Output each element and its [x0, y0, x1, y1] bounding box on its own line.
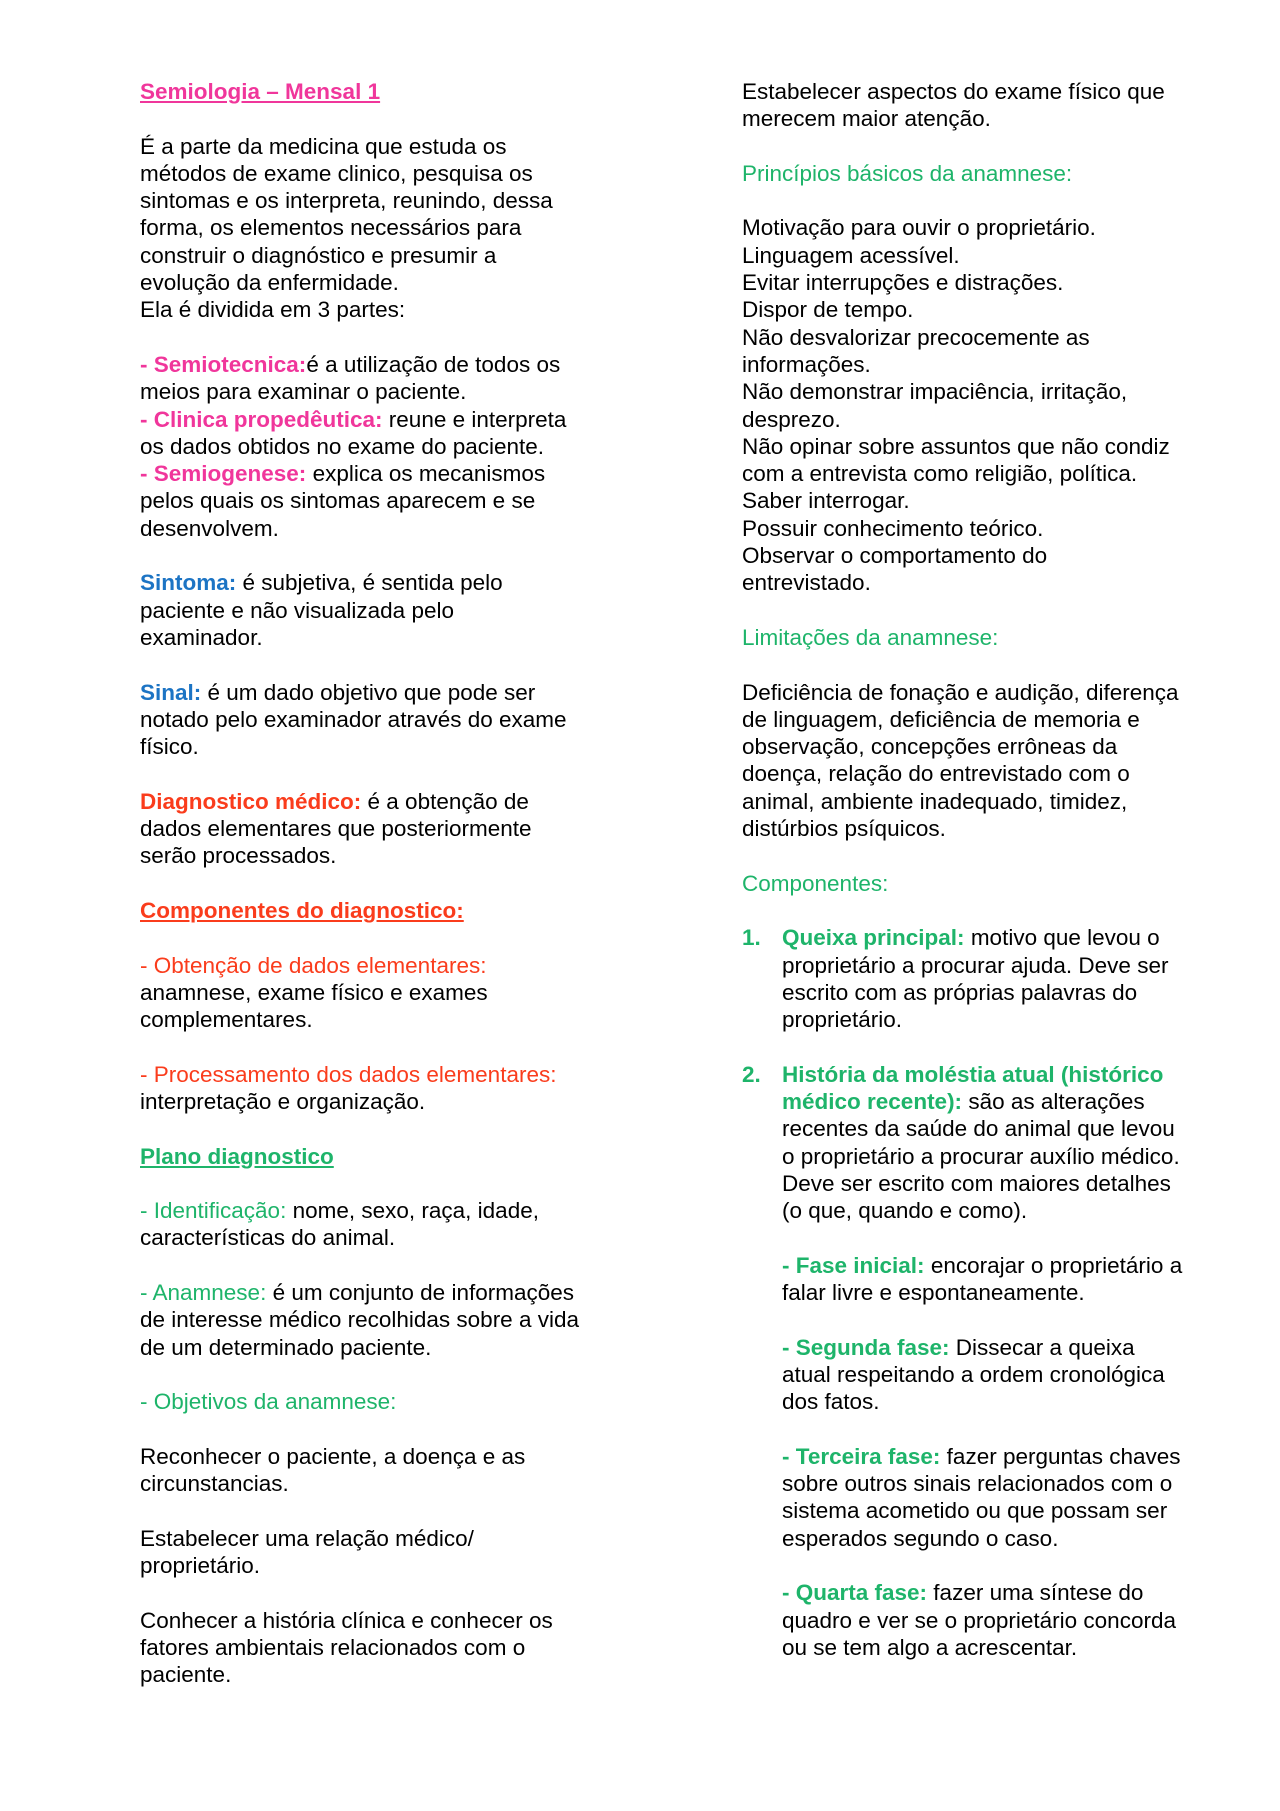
text-line: Ela é dividida em 3 partes:	[140, 297, 406, 323]
anamnese-paragraph	[140, 1279, 618, 1361]
diagnostico-paragraph	[140, 788, 618, 870]
term-label: - Quarta fase:	[782, 1580, 928, 1606]
objetivo-paragraph	[742, 78, 1212, 133]
text-line: entrevistado.	[742, 570, 871, 596]
text-line: sobre outros sinais relacionados com o	[782, 1471, 1173, 1497]
text-line: pelos quais os sintomas aparecem e se	[140, 488, 536, 514]
term-text: é um conjunto de informações	[266, 1280, 575, 1306]
fase-inicial-paragraph	[742, 1252, 1212, 1307]
term-label: - Clinica propedêutica:	[140, 406, 383, 432]
term-label: - Semiogenese:	[140, 461, 307, 487]
text-line	[782, 1443, 1212, 1470]
term-label: - Processamento dos dados elementares:	[140, 1061, 557, 1087]
term-text: é um dado objetivo que pode ser	[201, 679, 536, 705]
term-text: motivo que levou o	[964, 925, 1160, 951]
text-line: informações.	[742, 351, 871, 377]
left-column	[140, 78, 618, 1716]
text-line: atual respeitando a ordem cronológica	[782, 1361, 1165, 1387]
processamento-paragraph	[140, 1061, 618, 1116]
text-line: com a entrevista como religião, política.	[742, 461, 1138, 487]
text-line	[140, 679, 618, 706]
term-text: é a utilização de todos os	[306, 351, 561, 377]
text-line	[140, 406, 618, 433]
text-line: Observar o comportamento do	[742, 543, 1048, 569]
list-number: 1.	[742, 925, 761, 951]
text-line: Linguagem acessível.	[742, 242, 960, 268]
text-line: de linguagem, deficiência de memoria e	[742, 706, 1140, 732]
title-text: Semiologia – Mensal 1	[140, 79, 381, 104]
text-line: notado pelo examinador através do exame	[140, 706, 567, 732]
text-line: sintomas e os interpreta, reunindo, dessa	[140, 188, 553, 214]
text-line: evolução da enfermidade.	[140, 270, 399, 296]
term-label: - Identificação:	[140, 1198, 287, 1224]
term-text: fazer perguntas chaves	[940, 1443, 1181, 1469]
text-line: sistema acometido ou que possam ser	[782, 1498, 1168, 1524]
quarta-fase-paragraph	[742, 1579, 1212, 1661]
text-line: escrito com as próprias palavras do	[782, 979, 1138, 1005]
obtencao-paragraph	[140, 952, 618, 1034]
term-text: é subjetiva, é sentida pelo	[236, 570, 503, 596]
text-line: animal, ambiente inadequado, timidez,	[742, 788, 1128, 814]
text-line	[140, 351, 618, 378]
text-line: forma, os elementos necessários para	[140, 215, 522, 241]
term-label: - Obtenção de dados elementares:	[140, 952, 487, 978]
text-line	[782, 924, 1212, 951]
sinal-paragraph	[140, 679, 618, 761]
term-text: encorajar o proprietário a	[924, 1252, 1183, 1278]
text-line: É a parte da medicina que estuda os	[140, 133, 507, 159]
text-line: fatores ambientais relacionados com o	[140, 1634, 526, 1660]
text-line: desenvolvem.	[140, 515, 279, 541]
text-line: paciente.	[140, 1662, 232, 1688]
term-label: - Fase inicial:	[782, 1252, 925, 1278]
term-text: explica os mecanismos	[306, 461, 546, 487]
text-line: de interesse médico recolhidas sobre a vida	[140, 1307, 579, 1333]
text-line: Possuir conhecimento teórico.	[742, 515, 1044, 541]
text-line: proprietário.	[782, 1007, 903, 1033]
componentes-heading	[742, 870, 1212, 897]
terceira-fase-paragraph	[742, 1443, 1212, 1552]
section-heading: Componentes:	[742, 870, 889, 896]
list-item	[742, 1061, 1212, 1225]
text-line: (o que, quando e como).	[782, 1198, 1028, 1224]
text-line: proprietário.	[140, 1553, 261, 1579]
term-label: - Anamnese:	[140, 1280, 267, 1306]
document-title	[140, 78, 618, 105]
text-line: doença, relação do entrevistado com o	[742, 761, 1130, 787]
objetivos-heading	[140, 1388, 618, 1415]
term-text: é a obtenção de	[361, 788, 529, 814]
limitacoes-paragraph	[742, 679, 1212, 843]
text-line: falar livre e espontaneamente.	[782, 1280, 1085, 1306]
text-line: anamnese, exame físico e exames	[140, 979, 488, 1005]
text-line	[140, 1197, 618, 1224]
section-heading: - Objetivos da anamnese:	[140, 1389, 397, 1415]
text-line	[140, 1279, 618, 1306]
term-text: reune e interpreta	[382, 406, 567, 432]
principios-list	[742, 214, 1212, 596]
text-line: circunstancias.	[140, 1471, 289, 1497]
term-label: Diagnostico médico:	[140, 788, 362, 814]
text-line: Não opinar sobre assuntos que não condiz	[742, 433, 1170, 459]
text-line: interpretação e organização.	[140, 1088, 426, 1114]
text-line: distúrbios psíquicos.	[742, 816, 946, 842]
term-label: - Semiotecnica:	[140, 351, 307, 377]
term-label: Sinal:	[140, 679, 202, 705]
sintoma-paragraph	[140, 569, 618, 651]
text-line: Dispor de tempo.	[742, 297, 914, 323]
text-line: Não desvalorizar precocemente as	[742, 324, 1090, 350]
text-line: merecem maior atenção.	[742, 106, 991, 132]
text-line	[140, 569, 618, 596]
text-line: examinador.	[140, 624, 263, 650]
text-line: características do animal.	[140, 1225, 396, 1251]
objetivo-paragraph	[140, 1607, 618, 1689]
term-label: Sintoma:	[140, 570, 237, 596]
text-line: Saber interrogar.	[742, 488, 910, 514]
section-heading: Componentes do diagnostico:	[140, 897, 464, 923]
list-number: 2.	[742, 1061, 761, 1087]
text-line: esperados segundo o caso.	[782, 1525, 1059, 1551]
principios-heading	[742, 160, 1212, 187]
objetivo-paragraph	[140, 1443, 618, 1498]
text-line	[140, 788, 618, 815]
term-label: História da moléstia atual (histórico	[782, 1061, 1164, 1087]
text-line	[782, 1252, 1212, 1279]
text-line: proprietário a procurar ajuda. Deve ser	[782, 952, 1169, 978]
term-label: Queixa principal:	[782, 925, 965, 951]
right-column	[742, 78, 1212, 1689]
text-line: serão processados.	[140, 843, 337, 869]
term-text: nome, sexo, raça, idade,	[286, 1198, 539, 1224]
term-text: são as alterações	[962, 1088, 1145, 1114]
text-line: Deve ser escrito com maiores detalhes	[782, 1170, 1171, 1196]
text-line: meios para examinar o paciente.	[140, 379, 467, 405]
plano-diagnostico-heading	[140, 1143, 618, 1170]
text-line: observação, concepções errôneas da	[742, 734, 1118, 760]
section-heading: Princípios básicos da anamnese:	[742, 160, 1073, 186]
parts-paragraph	[140, 351, 618, 542]
text-line: Deficiência de fonação e audição, diferença	[742, 679, 1179, 705]
text-line: quadro e ver se o proprietário concorda	[782, 1607, 1176, 1633]
section-heading: Limitações da anamnese:	[742, 624, 999, 650]
text-line: construir o diagnóstico e presumir a	[140, 242, 497, 268]
text-line: paciente e não visualizada pelo	[140, 597, 454, 623]
text-line	[782, 1334, 1212, 1361]
term-label: - Terceira fase:	[782, 1443, 941, 1469]
list-item	[742, 924, 1212, 1033]
text-line: dos fatos.	[782, 1389, 880, 1415]
identificacao-paragraph	[140, 1197, 618, 1252]
text-line	[782, 1579, 1212, 1606]
objetivo-paragraph	[140, 1525, 618, 1580]
text-line: Não demonstrar impaciência, irritação,	[742, 379, 1128, 405]
intro-paragraph	[140, 133, 618, 324]
text-line: físico.	[140, 734, 199, 760]
term-text: Dissecar a queixa	[949, 1334, 1135, 1360]
text-line: o proprietário a procurar auxílio médico.	[782, 1143, 1180, 1169]
text-line: de um determinado paciente.	[140, 1334, 432, 1360]
text-line: recentes da saúde do animal que levou	[782, 1116, 1175, 1142]
limitacoes-heading	[742, 624, 1212, 651]
text-line: os dados obtidos no exame do paciente.	[140, 433, 545, 459]
text-line: Reconhecer o paciente, a doença e as	[140, 1443, 526, 1469]
text-line: desprezo.	[742, 406, 841, 432]
text-line: Estabelecer aspectos do exame físico que	[742, 79, 1165, 104]
text-line: Conhecer a história clínica e conhecer os	[140, 1607, 553, 1633]
componentes-diagnostico-heading	[140, 897, 618, 924]
term-text: fazer uma síntese do	[927, 1580, 1144, 1606]
term-label: - Segunda fase:	[782, 1334, 950, 1360]
text-line: complementares.	[140, 1007, 313, 1033]
term-label: médico recente):	[782, 1088, 963, 1114]
segunda-fase-paragraph	[742, 1334, 1212, 1416]
text-line: ou se tem algo a acrescentar.	[782, 1634, 1078, 1660]
text-line: dados elementares que posteriormente	[140, 816, 532, 842]
text-line: Evitar interrupções e distrações.	[742, 270, 1064, 296]
text-line	[140, 460, 618, 487]
text-line: Estabelecer uma relação médico/	[140, 1525, 474, 1551]
section-heading: Plano diagnostico	[140, 1143, 334, 1169]
text-line: métodos de exame clinico, pesquisa os	[140, 160, 533, 186]
componentes-list	[742, 924, 1212, 1224]
text-line	[782, 1088, 1212, 1115]
text-line: Motivação para ouvir o proprietário.	[742, 215, 1096, 241]
